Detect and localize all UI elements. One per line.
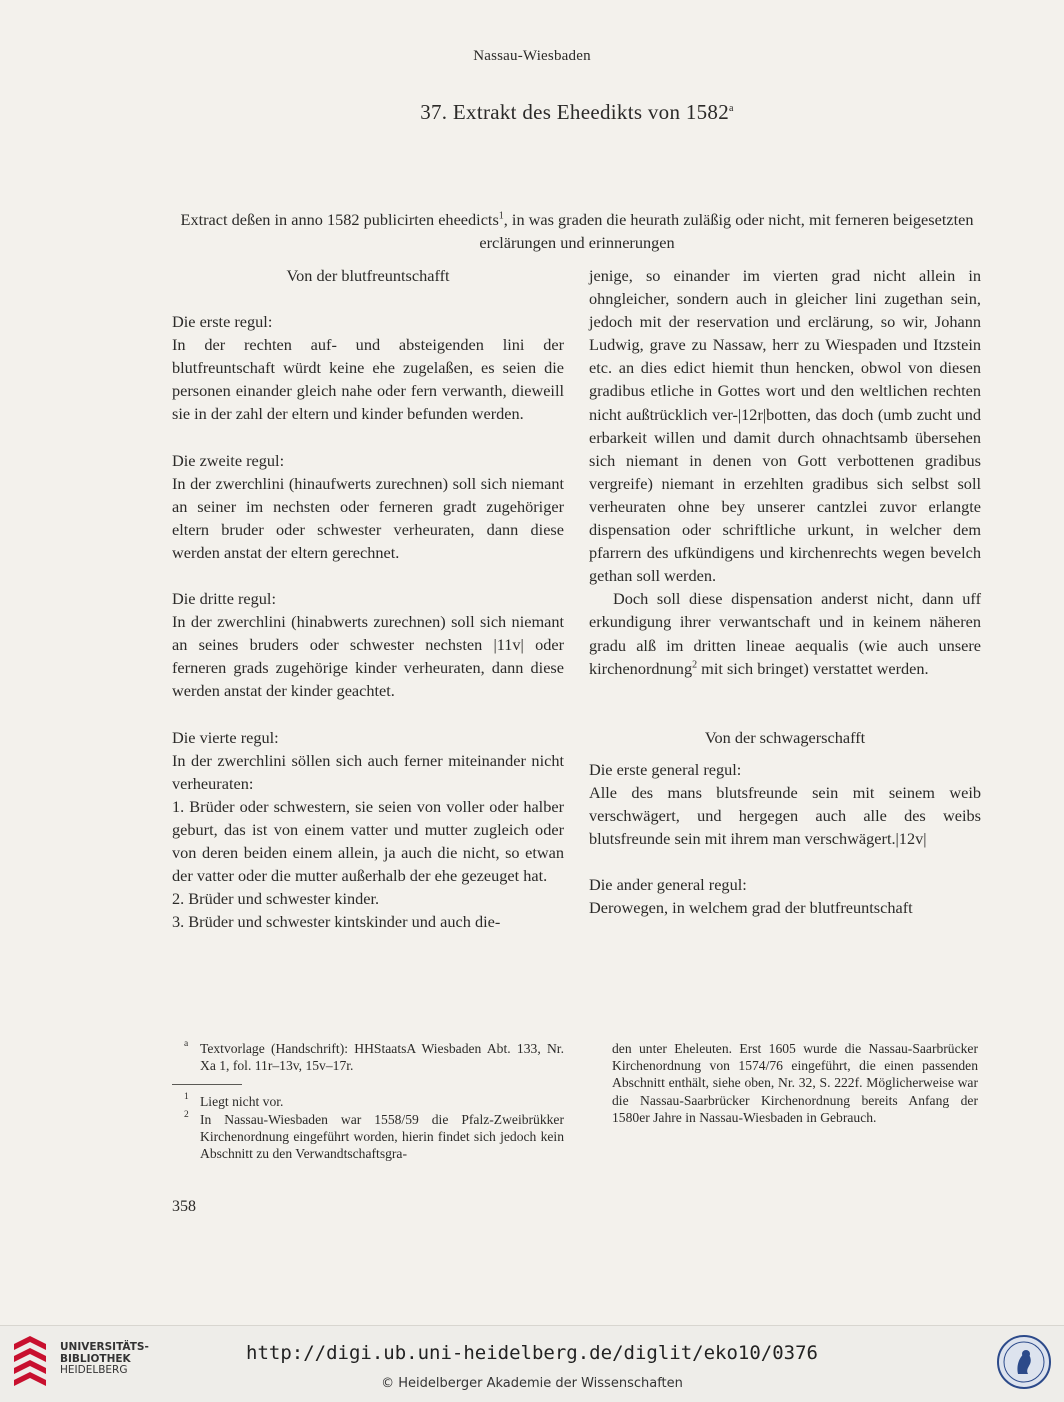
footnote-text: In Nassau-Wiesbaden war 1558/59 die Pfalz-Zweibrükker Kirchenordnung eingeführt worden, hierin findet sich jedoch kein Abschnitt zu den Verwandtschaftsgra- [200, 1111, 564, 1162]
subtitle-part1: Extract deßen in anno 1582 publicirten eheedicts [180, 210, 499, 229]
footnote-mark: a [184, 1039, 189, 1049]
rule-text-part: Alle des mans blutsfreunde sein mit seinem weib verschwägert, und hergegen auch alle des weibs blutsfreunde sein mit ihrem man verschwägert. [589, 782, 981, 849]
rule-text: In der zwerchlini söllen sich auch ferner miteinander nicht verheuraten: [172, 750, 564, 793]
footnote-divider [172, 1084, 242, 1085]
paragraph [589, 587, 981, 679]
folio-marker: |12v| [895, 829, 927, 849]
page-number: 358 [172, 1198, 196, 1215]
folio-marker: |11v| [493, 635, 524, 655]
paragraph-part: mit sich bringet) verstattet werden. [697, 658, 929, 678]
section-heading: Von der schwagerschafft [704, 727, 866, 747]
rule-label: Die zweite regul: [172, 450, 285, 470]
footnote-mark: 2 [184, 1109, 189, 1120]
footnote-2 [172, 1111, 564, 1163]
footnote-a [172, 1040, 564, 1074]
footnote-text: Liegt nicht vor. [200, 1094, 284, 1110]
footnote-mark: 2 [692, 659, 698, 671]
list-item: 2. Brüder und schwester kinder. [172, 889, 380, 909]
paragraph-part: botten, das doch (umb zucht und erbarkeit willen und damit durch ohnachtsamb übersehen sich niemant in denen von Gott verbottenen gradibus vergreife) niemant in erzehlten gradibus sich selbst soll verheuraten ohne bey unserer cantzlei zuvor erlangte dispensation oder schriftliche urkunt, in welcher dem pfarrern des ufkündigens und kirchenrechts wegen bevelch gethan soll werden. [589, 404, 981, 586]
footnote-continuation: den unter Eheleuten. Erst 1605 wurde die Nassau-Saarbrücker Kirchenordnung von 1574/76 eingeführt, die einen passenden Abschnitt enthält, siehe oben, Nr. 32, S. 222f. Möglicherweise war die Nassau-Saarbrücker Kirchenordnung bereits Anfang der 1580er Jahre in Nassau-Wiesbaden in Gebrauch. [612, 1041, 978, 1125]
left-column [172, 264, 564, 933]
footnote-text: Textvorlage (Handschrift): HHStaatsA Wiesbaden Abt. 133, Nr. Xa 1, fol. 11r–13v, 15v–17r. [200, 1041, 564, 1074]
running-head: Nassau-Wiesbaden [473, 48, 591, 64]
logo-line: BIBLIOTHEK [60, 1352, 131, 1365]
rule-label: Die erste regul: [172, 312, 273, 332]
academy-seal-icon [996, 1334, 1052, 1390]
list-item: 3. Brüder und schwester kintskinder und auch die- [172, 912, 501, 932]
permalink-url[interactable]: http://digi.ub.uni-heidelberg.de/diglit/eko10/0376 [246, 1342, 818, 1364]
subtitle-part2: , in was graden die heurath zuläßig oder nicht, mit ferneren beigesetzten erclärungen und erinnerungen [479, 210, 974, 252]
paragraph [589, 264, 981, 587]
rule-label: Die erste general regul: [589, 759, 742, 779]
section-heading: Von der blutfreuntschafft [286, 266, 450, 285]
subtitle-footnote-mark: 1 [498, 210, 504, 222]
rule-label: Die dritte regul: [172, 589, 276, 609]
right-column [589, 264, 981, 919]
folio-marker: |12r| [737, 404, 767, 424]
list-item: 1. Brüder oder schwestern, sie seien von voller oder halber geburt, das ist von einem vatter und mutter zugleich oder von deren beiden einem allein, ja auch die nicht, so etwan der vatter oder die mutter außerhalb der ehe gezeuget hat. [172, 796, 564, 886]
rule-text-part: In der zwerchlini (hinabwerts zurechnen) soll sich niemant an seines bruders oder schwester nechsten [172, 612, 564, 655]
rule-text: Derowegen, in welchem grad der blutfreuntschaft [589, 898, 913, 918]
rule-text: In der zwerchlini (hinaufwerts zurechnen) soll sich niemant an seiner im nechsten oder ferneren gradt zugehöriger eltern bruder oder schwester verheuraten, dann diese werden anstat der eltern gerechnet. [172, 473, 564, 562]
footnotes-right [612, 1040, 978, 1126]
document-subtitle [172, 208, 982, 254]
title-text: 37. Extrakt des Eheedikts von 1582 [420, 100, 730, 124]
rule-label: Die ander general regul: [589, 875, 747, 895]
rule-text: In der rechten auf- und absteigenden lini der blutfreuntschaft würdt keine ehe zugelaßen, es seien die personen einander gleich nahe oder fern verwanth, dieweill sie in der zahl der eltern und kinder befunden werden. [172, 335, 564, 424]
logo-line: HEIDELBERG [60, 1364, 128, 1376]
footnote-1 [172, 1093, 564, 1110]
rule-text [172, 610, 564, 702]
footnotes-left [172, 1040, 564, 1162]
page-title [0, 100, 1064, 125]
copyright-notice: © Heidelberger Akademie der Wissenschaften [381, 1376, 683, 1391]
rule-text [589, 781, 981, 850]
rule-label: Die vierte regul: [172, 727, 279, 747]
paragraph-part: jenige, so einander im vierten grad nicht allein in ohngleicher, sondern auch in gleicher lini zugethan sein, jedoch mit der reservation und erclärung, so wir, Johann Ludwig, grave zu Nassaw, herr zu Wiespaden und Itzstein etc. an dies edict hiemit thun hencken, obwol von diesen gradibus etliche in Gottes wort und den weltlichen rechten nicht außtrücklich ver- [589, 266, 981, 424]
paragraph-part: Doch soll diese dispensation anderst nicht, dann uff erkundigung ihrer verwantschaft und in keinem näheren gradu alß im dritten lineae aequalis (wie auch unsere kirchenordnung [589, 589, 981, 678]
footnote-mark: 1 [184, 1092, 189, 1103]
rule-text-part: oder ferneren grads zugehörige kinder verheuraten, dann diese werden anstat der kinder geachtet. [172, 635, 564, 701]
viewer-footer [0, 1325, 1064, 1402]
logo-line: UNIVERSITÄTS- [60, 1341, 149, 1353]
title-footnote-mark: a [729, 103, 734, 114]
